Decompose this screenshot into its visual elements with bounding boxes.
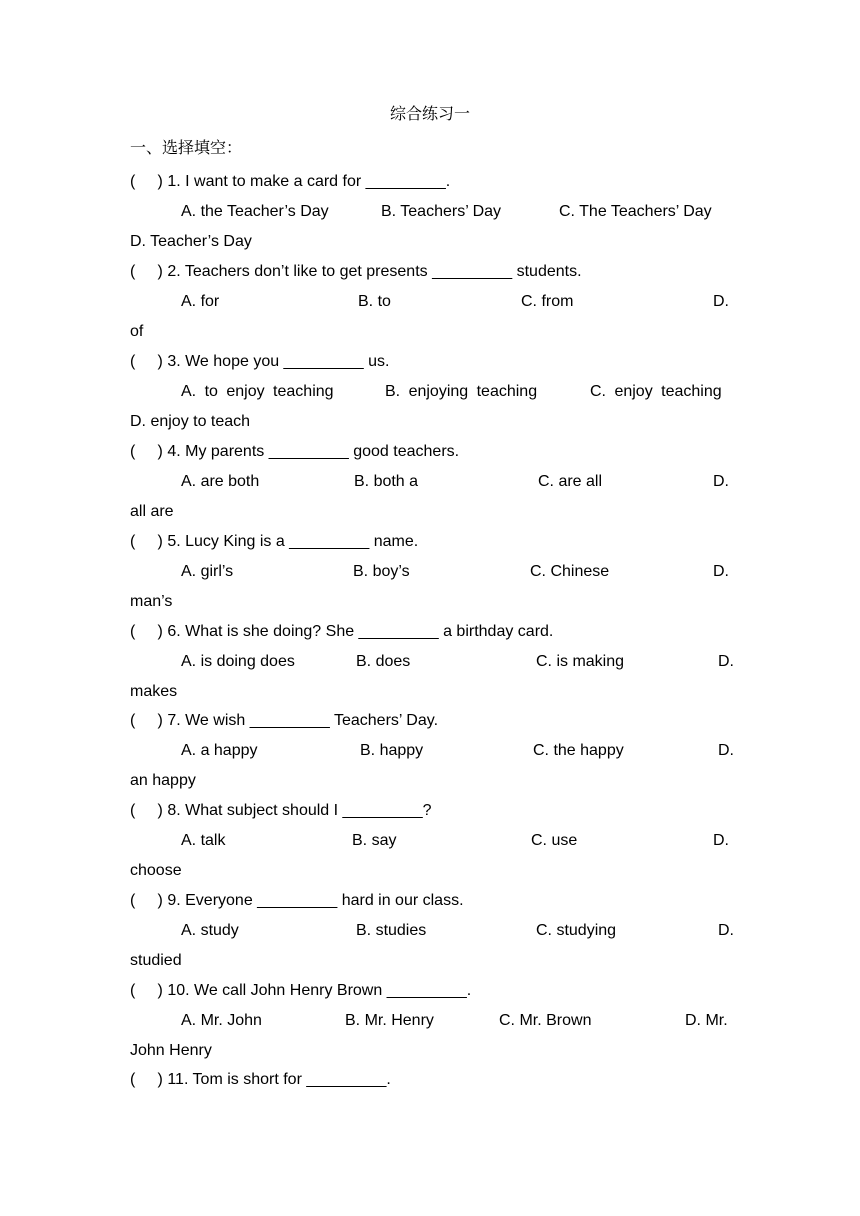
question-10-option-c: C. Mr. Brown — [499, 1012, 592, 1029]
question-6-option-a: A. is doing does — [181, 653, 295, 670]
question-5-option-d-label: D. — [713, 563, 729, 580]
section-heading: 一、选择填空： — [130, 140, 243, 157]
question-6-stem: ( ) 6. What is she doing? She _________ a birthday card. — [130, 623, 554, 640]
question-8-option-a: A. talk — [181, 832, 226, 849]
question-1-option-a: A. the Teacher’s Day — [181, 203, 329, 220]
question-1-option-d: D. Teacher’s Day — [130, 233, 252, 250]
question-2-stem: ( ) 2. Teachers don’t like to get presents _________ students. — [130, 263, 582, 280]
question-7-option-a: A. a happy — [181, 742, 258, 759]
question-10-stem: ( ) 10. We call John Henry Brown _________. — [130, 982, 472, 999]
question-1-option-c: C. The Teachers’ Day — [559, 203, 712, 220]
question-9-option-b: B. studies — [356, 922, 427, 939]
question-5-option-a: A. girl’s — [181, 563, 234, 580]
question-2-option-c: C. from — [521, 293, 574, 310]
question-7-option-d-label: D. — [718, 742, 734, 759]
question-3-option-d: D. enjoy to teach — [130, 413, 251, 430]
question-6-option-d-text: makes — [130, 683, 178, 700]
question-7-option-b: B. happy — [360, 742, 424, 759]
question-3-option-a: A. to enjoy teaching — [181, 383, 334, 400]
question-2-option-d-label: D. — [713, 293, 729, 310]
question-1-option-b: B. Teachers’ Day — [381, 203, 502, 220]
question-5-option-b: B. boy’s — [353, 563, 410, 580]
question-4-stem: ( ) 4. My parents _________ good teachers. — [130, 443, 460, 460]
question-1-stem: ( ) 1. I want to make a card for _________. — [130, 173, 451, 190]
question-8-stem: ( ) 8. What subject should I _________? — [130, 802, 432, 819]
question-8-option-b: B. say — [352, 832, 397, 849]
question-5-stem: ( ) 5. Lucy King is a _________ name. — [130, 533, 419, 550]
question-4-option-b: B. both a — [354, 473, 419, 490]
question-2-option-d-text: of — [130, 323, 144, 340]
question-10-option-d-label: D. Mr. — [685, 1012, 728, 1029]
question-9-option-c: C. studying — [536, 922, 617, 939]
question-3-option-b: B. enjoying teaching — [385, 383, 538, 400]
question-7-option-d-text: an happy — [130, 772, 196, 789]
question-4-option-c: C. are all — [538, 473, 603, 490]
question-10-option-d-text: John Henry — [130, 1042, 212, 1059]
question-4-option-d-label: D. — [713, 473, 729, 490]
question-8-option-d-text: choose — [130, 862, 182, 879]
page-title: 综合练习一 — [389, 106, 470, 123]
question-6-option-c: C. is making — [536, 653, 625, 670]
question-9-option-d-label: D. — [718, 922, 734, 939]
question-10-option-a: A. Mr. John — [181, 1012, 262, 1029]
question-4-option-d-text: all are — [130, 503, 174, 520]
question-9-option-a: A. study — [181, 922, 239, 939]
question-9-stem: ( ) 9. Everyone _________ hard in our class. — [130, 892, 464, 909]
question-7-option-c: C. the happy — [533, 742, 624, 759]
question-2-option-b: B. to — [358, 293, 391, 310]
question-9-option-d-text: studied — [130, 952, 182, 969]
question-6-option-b: B. does — [356, 653, 411, 670]
question-10-option-b: B. Mr. Henry — [345, 1012, 434, 1029]
question-8-option-c: C. use — [531, 832, 578, 849]
question-11-stem: ( ) 11. Tom is short for _________. — [130, 1071, 391, 1088]
question-8-option-d-label: D. — [713, 832, 729, 849]
question-5-option-d-text: man’s — [130, 593, 173, 610]
question-7-stem: ( ) 7. We wish _________ Teachers’ Day. — [130, 712, 439, 729]
question-5-option-c: C. Chinese — [530, 563, 610, 580]
question-4-option-a: A. are both — [181, 473, 260, 490]
question-2-option-a: A. for — [181, 293, 220, 310]
question-3-stem: ( ) 3. We hope you _________ us. — [130, 353, 390, 370]
question-3-option-c: C. enjoy teaching — [590, 383, 722, 400]
question-6-option-d-label: D. — [718, 653, 734, 670]
